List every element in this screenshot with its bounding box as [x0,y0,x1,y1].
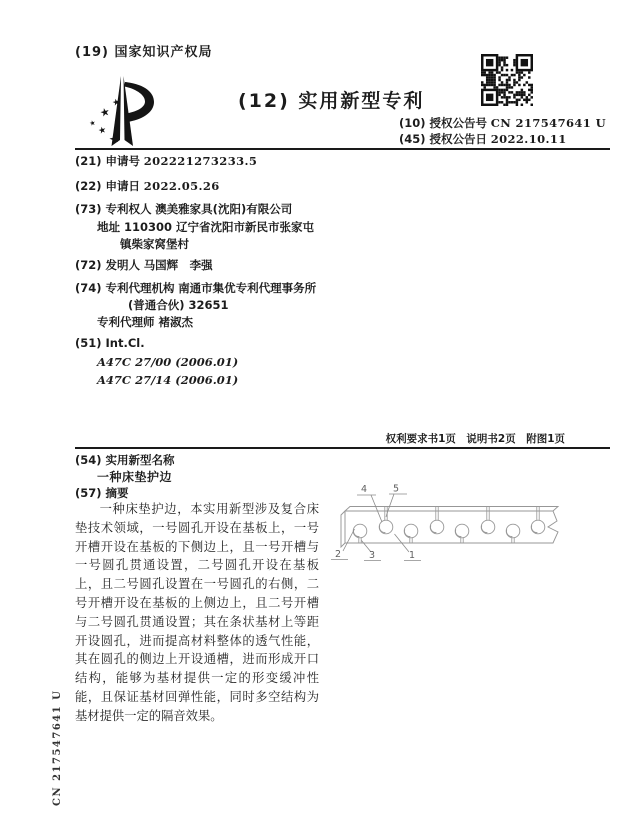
application-number-value: 202221273233.5 [143,154,258,168]
application-date-row [75,178,220,194]
application-date-value: 2022.05.26 [143,179,220,193]
inventor-label: (72) 发明人 [75,258,141,272]
patent-figure [330,478,630,582]
intcl-class-1: A47C 27/00 (2006.01) [97,355,239,369]
patentee-label: (73) 专利权人 [75,202,152,216]
utility-name-value: 一种床垫护边 [97,470,173,484]
figure-base-plate [341,507,558,548]
agency-line2: (普通合伙) 32651 [128,298,229,312]
figure-ref-3: 3 [368,550,376,561]
section-divider [75,447,610,449]
agency-label: (74) 专利代理机构 [75,281,175,295]
publication-date-value: 2022.10.11 [490,132,567,146]
figure-leader-lines [331,494,421,561]
publication-number-label: (10) 授权公告号 [399,116,488,130]
qr-code-icon [481,54,533,106]
logo-star-icon: ★ [97,125,108,137]
issuing-office: (19) 国家知识产权局 [75,45,213,60]
sidebar-document-code: CN 217547641 U [52,689,63,806]
utility-name-label: (54) 实用新型名称 [75,453,175,467]
figure-holes [353,520,545,538]
document-kind-title: (12) 实用新型专利 [238,90,425,112]
cnipa-logo-icon [84,74,164,152]
logo-star-icon: ★ [98,104,112,120]
publication-date-line [399,131,567,147]
patentee-address-line2: 镇柴家窝堡村 [120,237,189,251]
application-number-label: (21) 申请号 [75,154,141,168]
intcl-row [75,336,145,350]
agent-line: 专利代理师 褚淑杰 [97,315,194,329]
application-number-row [75,153,257,169]
pages-summary: 权利要求书1页 说明书2页 附图1页 [385,433,565,445]
inventor-row [75,257,213,273]
figure-ref-5: 5 [392,483,400,495]
logo-star-icon: ★ [88,118,97,128]
application-date-label: (22) 申请日 [75,179,141,193]
figure-slots [359,507,539,544]
figure-ref-2: 2 [334,549,342,560]
figure-ref-1: 1 [408,550,416,561]
logo-star-icon: ★ [107,130,122,147]
header-divider [75,148,610,150]
abstract-label: (57) 摘要 [75,486,129,500]
patentee-row [75,201,292,217]
intcl-label: (51) Int.Cl. [75,336,145,350]
figure-ref-4: 4 [360,484,368,495]
patentee-value: 澳美雅家具(沈阳)有限公司 [155,202,293,216]
patentee-address-line1: 地址 110300 辽宁省沈阳市新民市张家屯 [97,220,315,234]
agency-row [75,280,316,296]
intcl-class-2: A47C 27/14 (2006.01) [97,373,239,387]
logo-star-icon: ★ [111,97,122,109]
publication-number-line [399,115,606,131]
abstract-text: 一种床垫护边，本实用新型涉及复合床垫技术领域，一号圆孔开设在基板上，一号开槽开设在基板的下侧边上，且一号开槽与一号圆孔贯通设置，二号圆孔开设在基板上，且二号圆孔设置在一号圆孔的右侧，二号开槽开设在基板的上侧边上，且二号开槽与二号圆孔贯通设置；其在条状基材上等距开设圆孔，进而提高材料整体的透气性能，其在圆孔的侧边上开设通槽，进而形成开口结构，能够为基材提供一定的形变缓冲性能，且保证基材回弹性能，同时多空结构为基材提供一定的隔音效果。 [75,502,319,723]
agency-value: 南通市集优专利代理事务所 [178,281,317,295]
inventor-value: 马国辉 李强 [143,258,213,272]
publication-date-label: (45) 授权公告日 [399,132,488,146]
publication-number-value: CN 217547641 U [490,116,607,130]
